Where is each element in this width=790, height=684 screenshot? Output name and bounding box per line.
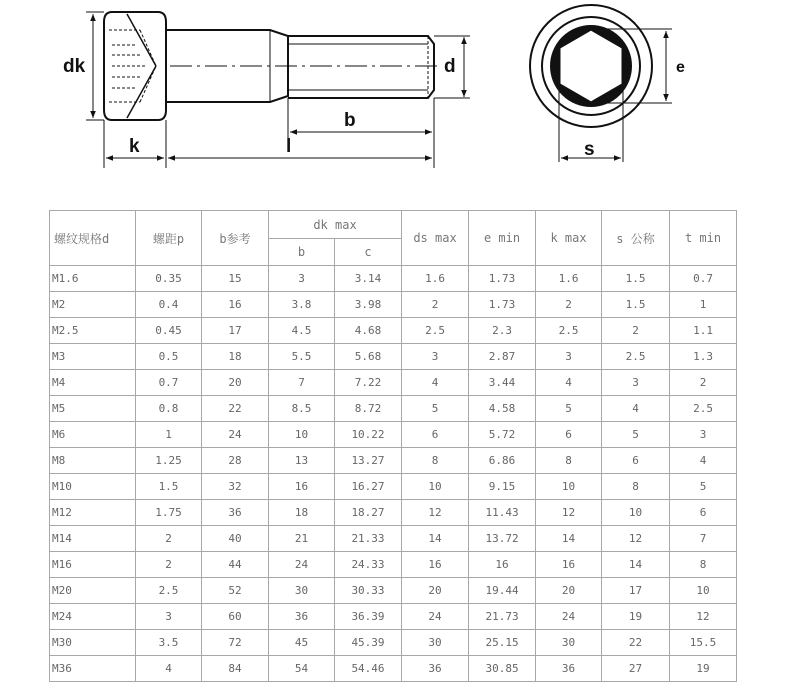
table-cell: M20 — [50, 578, 136, 604]
table-row — [50, 422, 737, 448]
spec-table-body — [50, 266, 737, 682]
table-cell: 30 — [536, 630, 602, 656]
label-s: s — [584, 139, 595, 160]
table-row — [50, 448, 737, 474]
table-cell: 18.27 — [335, 500, 402, 526]
table-cell: 10 — [602, 500, 670, 526]
screw-thread-outline — [288, 36, 434, 98]
table-cell: 12 — [536, 500, 602, 526]
table-cell: 32 — [202, 474, 269, 500]
table-cell: 12 — [670, 604, 737, 630]
table-cell: 1.25 — [136, 448, 202, 474]
table-cell: 3 — [136, 604, 202, 630]
table-cell: 7 — [269, 370, 335, 396]
table-cell: M2.5 — [50, 318, 136, 344]
table-cell: M30 — [50, 630, 136, 656]
table-cell: 5 — [602, 422, 670, 448]
table-cell: 4.5 — [269, 318, 335, 344]
table-cell: 10 — [269, 422, 335, 448]
dimension-dk — [86, 12, 104, 120]
table-cell: 4 — [402, 370, 469, 396]
header-b-ref: b参考 — [202, 211, 269, 266]
table-cell: 6 — [402, 422, 469, 448]
table-cell: 54.46 — [335, 656, 402, 682]
table-cell: 1.5 — [602, 266, 670, 292]
table-cell: 3.44 — [469, 370, 536, 396]
table-cell: 84 — [202, 656, 269, 682]
table-cell: 16 — [469, 552, 536, 578]
table-cell: 16 — [269, 474, 335, 500]
table-cell: 10 — [402, 474, 469, 500]
table-cell: 40 — [202, 526, 269, 552]
table-cell: 13.72 — [469, 526, 536, 552]
table-cell: 4.58 — [469, 396, 536, 422]
table-row — [50, 266, 737, 292]
table-cell: 14 — [536, 526, 602, 552]
table-row — [50, 526, 737, 552]
table-cell: 21 — [269, 526, 335, 552]
table-cell: 11.43 — [469, 500, 536, 526]
table-cell: 28 — [202, 448, 269, 474]
table-cell: 6 — [602, 448, 670, 474]
table-cell: 2.5 — [670, 396, 737, 422]
table-cell: 20 — [202, 370, 269, 396]
table-cell: M24 — [50, 604, 136, 630]
table-cell: 3.8 — [269, 292, 335, 318]
table-cell: 7 — [670, 526, 737, 552]
table-cell: 3 — [670, 422, 737, 448]
label-d: d — [444, 56, 456, 77]
table-cell: 2.5 — [402, 318, 469, 344]
header-k-max: k max — [536, 211, 602, 266]
table-cell: 30.33 — [335, 578, 402, 604]
header-thread-spec: 螺纹规格d — [50, 211, 136, 266]
table-row — [50, 578, 737, 604]
table-cell: 2.5 — [602, 344, 670, 370]
table-cell: 15.5 — [670, 630, 737, 656]
table-cell: M5 — [50, 396, 136, 422]
table-cell: 16 — [202, 292, 269, 318]
table-cell: 30 — [402, 630, 469, 656]
table-cell: 21.73 — [469, 604, 536, 630]
dimension-k-l — [104, 120, 432, 168]
header-e-min: e min — [469, 211, 536, 266]
table-cell: M6 — [50, 422, 136, 448]
table-cell: 1.6 — [402, 266, 469, 292]
table-cell: 17 — [602, 578, 670, 604]
table-cell: 0.8 — [136, 396, 202, 422]
table-row — [50, 370, 737, 396]
table-cell: 7.22 — [335, 370, 402, 396]
table-cell: M10 — [50, 474, 136, 500]
table-cell: 4.68 — [335, 318, 402, 344]
table-cell: 0.35 — [136, 266, 202, 292]
table-cell: 22 — [602, 630, 670, 656]
table-cell: 54 — [269, 656, 335, 682]
table-cell: 5.72 — [469, 422, 536, 448]
table-cell: 2.5 — [536, 318, 602, 344]
table-row — [50, 500, 737, 526]
table-cell: 0.7 — [670, 266, 737, 292]
table-cell: 14 — [402, 526, 469, 552]
table-cell: 1.5 — [602, 292, 670, 318]
table-cell: 0.7 — [136, 370, 202, 396]
table-cell: 0.5 — [136, 344, 202, 370]
table-cell: 24.33 — [335, 552, 402, 578]
header-s-nominal: s 公称 — [602, 211, 670, 266]
table-cell: 6.86 — [469, 448, 536, 474]
table-cell: 6 — [536, 422, 602, 448]
spec-table — [49, 210, 737, 682]
table-cell: 2 — [136, 552, 202, 578]
table-cell: 1.5 — [136, 474, 202, 500]
header-dk-c: c — [335, 239, 402, 266]
table-row — [50, 630, 737, 656]
table-cell: 10 — [670, 578, 737, 604]
table-cell: 25.15 — [469, 630, 536, 656]
table-cell: 0.45 — [136, 318, 202, 344]
table-cell: 30 — [269, 578, 335, 604]
table-cell: 5 — [536, 396, 602, 422]
screw-technical-drawing — [0, 0, 790, 200]
table-cell: 2.87 — [469, 344, 536, 370]
table-cell: 36 — [402, 656, 469, 682]
table-cell: 19.44 — [469, 578, 536, 604]
table-cell: 36 — [202, 500, 269, 526]
table-cell: M2 — [50, 292, 136, 318]
label-dk: dk — [63, 56, 86, 77]
table-cell: 16.27 — [335, 474, 402, 500]
table-cell: 24 — [402, 604, 469, 630]
table-cell: 21.33 — [335, 526, 402, 552]
table-cell: 44 — [202, 552, 269, 578]
table-cell: 5.5 — [269, 344, 335, 370]
table-cell: M3 — [50, 344, 136, 370]
table-row — [50, 656, 737, 682]
table-cell: 4 — [602, 396, 670, 422]
table-cell: 1.6 — [536, 266, 602, 292]
table-cell: 3 — [269, 266, 335, 292]
table-cell: 10 — [536, 474, 602, 500]
screw-side-view — [104, 12, 440, 120]
table-cell: 2 — [536, 292, 602, 318]
table-cell: 12 — [402, 500, 469, 526]
header-t-min: t min — [670, 211, 737, 266]
label-b: b — [344, 110, 356, 131]
table-row — [50, 552, 737, 578]
table-cell: 45 — [269, 630, 335, 656]
table-cell: 27 — [602, 656, 670, 682]
header-ds-max: ds max — [402, 211, 469, 266]
table-cell: 4 — [536, 370, 602, 396]
table-cell: M8 — [50, 448, 136, 474]
table-cell: 22 — [202, 396, 269, 422]
table-cell: 2.3 — [469, 318, 536, 344]
table-cell: 52 — [202, 578, 269, 604]
table-cell: 1.73 — [469, 266, 536, 292]
table-cell: 24 — [536, 604, 602, 630]
table-cell: 13 — [269, 448, 335, 474]
table-cell: 2 — [402, 292, 469, 318]
table-cell: 18 — [202, 344, 269, 370]
table-cell: 8.5 — [269, 396, 335, 422]
table-cell: 2 — [670, 370, 737, 396]
header-dk-b: b — [269, 239, 335, 266]
table-cell: 1.1 — [670, 318, 737, 344]
table-cell: 3.14 — [335, 266, 402, 292]
table-cell: M14 — [50, 526, 136, 552]
table-row — [50, 318, 737, 344]
table-cell: 72 — [202, 630, 269, 656]
table-cell: 36 — [536, 656, 602, 682]
table-cell: 3.5 — [136, 630, 202, 656]
label-e: e — [676, 59, 685, 76]
table-cell: 24 — [202, 422, 269, 448]
table-cell: 8 — [536, 448, 602, 474]
table-cell: M4 — [50, 370, 136, 396]
table-row — [50, 474, 737, 500]
table-cell: 13.27 — [335, 448, 402, 474]
table-row — [50, 604, 737, 630]
table-cell: 8 — [670, 552, 737, 578]
screw-end-view — [530, 5, 652, 127]
table-cell: 20 — [536, 578, 602, 604]
table-cell: 4 — [136, 656, 202, 682]
table-cell: 3 — [402, 344, 469, 370]
table-cell: 19 — [602, 604, 670, 630]
table-cell: 3 — [602, 370, 670, 396]
table-cell: 9.15 — [469, 474, 536, 500]
table-cell: 2 — [136, 526, 202, 552]
table-cell: 15 — [202, 266, 269, 292]
table-cell: 1 — [670, 292, 737, 318]
header-dk-max: dk max — [269, 211, 402, 239]
table-cell: 2 — [602, 318, 670, 344]
table-cell: 30.85 — [469, 656, 536, 682]
table-cell: 5 — [670, 474, 737, 500]
table-cell: 14 — [602, 552, 670, 578]
table-cell: 6 — [670, 500, 737, 526]
table-cell: 0.4 — [136, 292, 202, 318]
table-row — [50, 292, 737, 318]
table-cell: 12 — [602, 526, 670, 552]
table-cell: M16 — [50, 552, 136, 578]
table-cell: 19 — [670, 656, 737, 682]
table-row — [50, 396, 737, 422]
table-row — [50, 344, 737, 370]
table-cell: 36 — [269, 604, 335, 630]
table-cell: 20 — [402, 578, 469, 604]
table-cell: 17 — [202, 318, 269, 344]
table-cell: 1.73 — [469, 292, 536, 318]
table-cell: 5.68 — [335, 344, 402, 370]
table-cell: 5 — [402, 396, 469, 422]
table-cell: 45.39 — [335, 630, 402, 656]
table-cell: 2.5 — [136, 578, 202, 604]
table-cell: 3 — [536, 344, 602, 370]
table-cell: 24 — [269, 552, 335, 578]
table-cell: 1 — [136, 422, 202, 448]
table-cell: 18 — [269, 500, 335, 526]
table-cell: 4 — [670, 448, 737, 474]
table-cell: M1.6 — [50, 266, 136, 292]
label-l: l — [286, 136, 292, 157]
table-cell: 16 — [402, 552, 469, 578]
table-cell: M12 — [50, 500, 136, 526]
table-cell: 1.75 — [136, 500, 202, 526]
hex-socket-hidden-lines — [109, 30, 156, 102]
table-cell: 8.72 — [335, 396, 402, 422]
label-k: k — [129, 136, 140, 157]
table-cell: M36 — [50, 656, 136, 682]
table-cell: 60 — [202, 604, 269, 630]
table-cell: 1.3 — [670, 344, 737, 370]
table-cell: 8 — [602, 474, 670, 500]
table-cell: 10.22 — [335, 422, 402, 448]
table-cell: 3.98 — [335, 292, 402, 318]
table-cell: 8 — [402, 448, 469, 474]
table-cell: 16 — [536, 552, 602, 578]
header-pitch: 螺距p — [136, 211, 202, 266]
table-cell: 36.39 — [335, 604, 402, 630]
